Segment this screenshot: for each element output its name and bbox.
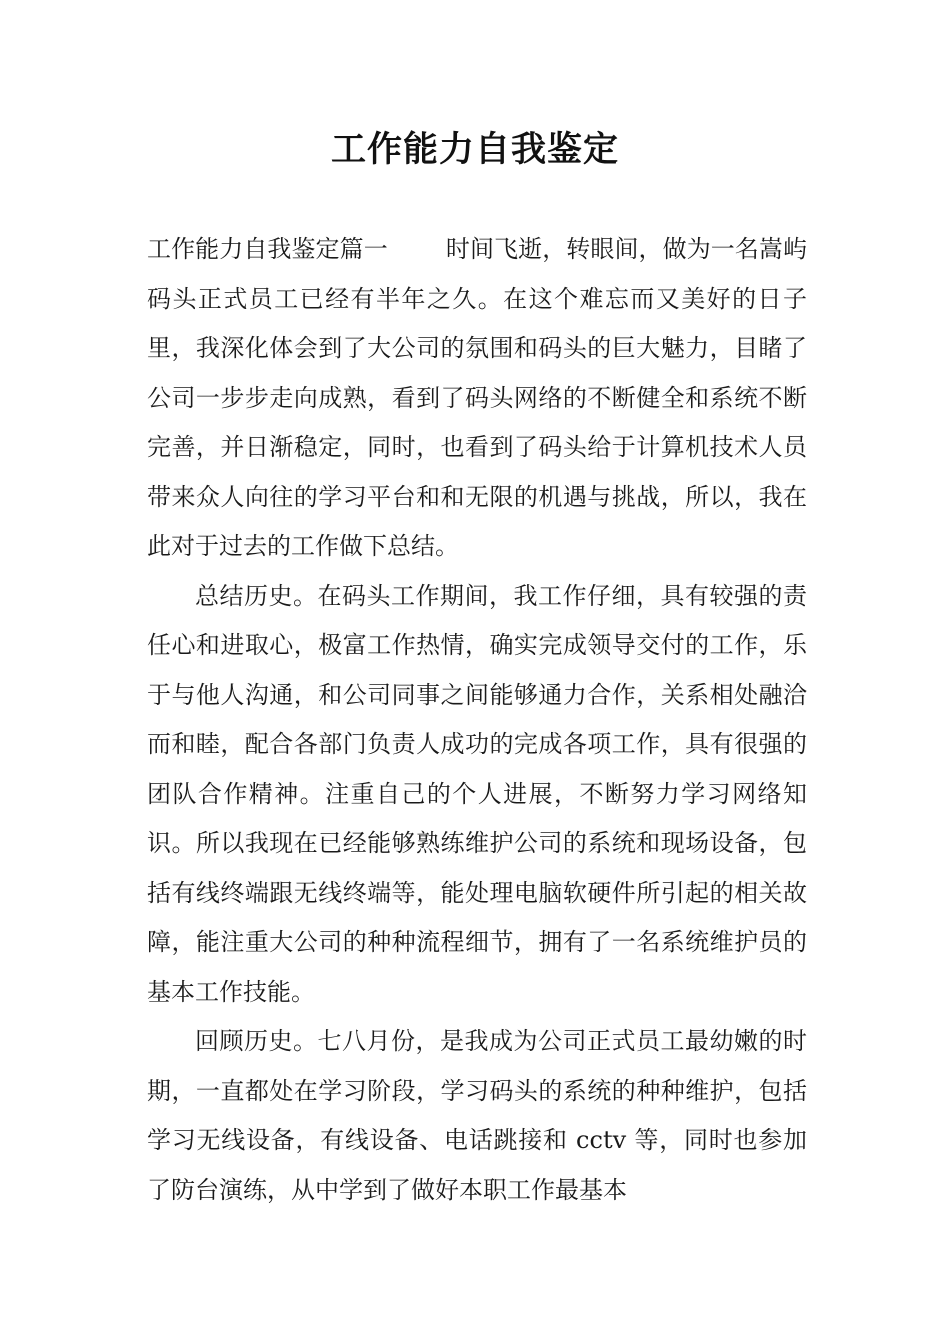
document-body (147, 225, 807, 1215)
intro-label: 工作能力自我鉴定篇一 (147, 235, 388, 263)
document-title: 工作能力自我鉴定 (330, 130, 619, 170)
paragraph-1-text: 时间飞逝，转眼间，做为一名嵩屿码头正式员工已经有半年之久。在这个难忘而又美好的日子里，我深化体会到了大公司的氛围和码头的巨大魅力，目睹了公司一步步走向成熟，看到了码头网络的不断健全和系统不断完善，并日渐稳定，同时，也看到了码头给于计算机技术人员带来众人向往的学习平台和和无限的机遇与挑战，所以，我在此对于过去的工作做下总结。 (147, 235, 808, 560)
paragraph-2: 总结历史。在码头工作期间，我工作仔细，具有较强的责任心和进取心，极富工作热情，确实完成领导交付的工作，乐于与他人沟通，和公司同事之间能够通力合作，关系相处融洽而和睦，配合各部门负责人成功的完成各项工作，具有很强的团队合作精神。注重自己的个人进展，不断努力学习网络知识。所以我现在已经能够熟练维护公司的系统和现场设备，包括有线终端跟无线终端等，能处理电脑软硬件所引起的相关故障，能注重大公司的种种流程细节，拥有了一名系统维护员的基本工作技能。 (147, 581, 807, 1006)
paragraph-1 (147, 225, 807, 572)
paragraph-3: 回顾历史。七八月份，是我成为公司正式员工最幼嫩的时期，一直都处在学习阶段，学习码头的系统的种种维护，包括学习无线设备，有线设备、电话跳接和 cctv 等，同时也参加了防台演练，从中学到了做好本职工作最基本 (147, 1027, 807, 1204)
